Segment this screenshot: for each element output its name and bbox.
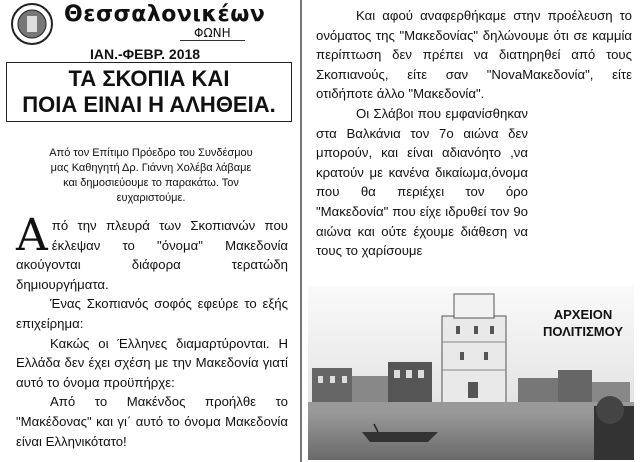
left-paragraph-1 — [16, 210, 288, 294]
left-paragraph-2: Ένας Σκοπιανός σοφός εφεύρε το εξής επιχείρημα: — [16, 296, 288, 331]
left-article-body — [16, 210, 288, 451]
issue-date: ΙΑΝ.-ΦΕΒΡ. 2018 — [90, 46, 201, 62]
intro-line-2: μας Καθηγητή Δρ. Γιάννη Χολέβα λάβαμε — [50, 162, 252, 174]
right-column — [302, 0, 640, 462]
intro-line-3: και δημοσιεύουμε το παρακάτω. Τον — [63, 177, 239, 189]
headline-line-1: ΤΑ ΣΚΟΠΙΑ ΚΑΙ — [68, 66, 230, 91]
headline-box — [6, 62, 292, 122]
archive-caption — [528, 306, 638, 340]
drop-cap: Α — [16, 210, 48, 261]
left-paragraph-4: Από το Μακένδος προήλθε το "Μακέδονας" και γι΄ αυτό το όνομα Μακεδονία είναι Ελληνικότατο! — [16, 394, 288, 449]
seal-logo-icon — [8, 2, 56, 46]
archive-caption-line-1: ΑΡΧΕΙΟΝ — [553, 307, 613, 322]
intro-line-4: ευχαριστούμε. — [116, 192, 186, 204]
right-article-body — [316, 6, 632, 261]
right-paragraph-2: Οι Σλάβοι που εμφανίσθηκαν στα Βαλκάνια τον 7ο αιώνα δεν μπορούν, και είναι αδιανόητο ,να κρατούν με κανένα δικαίωμα,όνομα που θα περιέχει τον όρο "Μακεδονία" που είχε ιδρυθεί τον 9ο αιώνα και ούτε έχουμε διάθεση να τους το χαρίσουμε — [316, 105, 528, 259]
intro-line-1: Από τον Επίτιμο Πρόεδρο του Συνδέσμου — [49, 147, 253, 159]
right-paragraph-1: Και αφού αναφερθήκαμε στην προέλευση το ονόματος της "Μακεδονίας" δηλώνουμε ότι σε καμμία περίπτωση δεν πρέπει να διατηρηθεί από τους Σκοπιανούς, είτε σαν "NovaΜακεδονία", είτε οτιδήποτε άλλο "Μακεδονία". — [316, 8, 632, 102]
archive-caption-line-2: ΠΟΛΙΤΙΣΜΟΥ — [542, 324, 624, 339]
masthead-subtitle: ΦΩΝΗ — [180, 26, 245, 41]
intro-note — [16, 146, 286, 206]
left-paragraph-1-text: πό την πλευρά των Σκοπιανών που έκλεψαν το "όνομα" Μακεδονία ακούγονται διάφορα τερατώδη δημιουργήματα. — [16, 218, 288, 292]
headline-line-2: ΠΟΙΑ ΕΙΝΑΙ Η ΑΛΗΘΕΙΑ. — [22, 92, 276, 117]
left-paragraph-3: Κακώς οι Έλληνες διαμαρτύρονται. Η Ελλάδα δεν έχει σχέση με την Μακεδονία γιατί αυτό το όνομα προϋπήρχε: — [16, 335, 288, 390]
left-column — [0, 0, 300, 462]
masthead-title: Θεσσαλονικέων — [64, 2, 266, 27]
